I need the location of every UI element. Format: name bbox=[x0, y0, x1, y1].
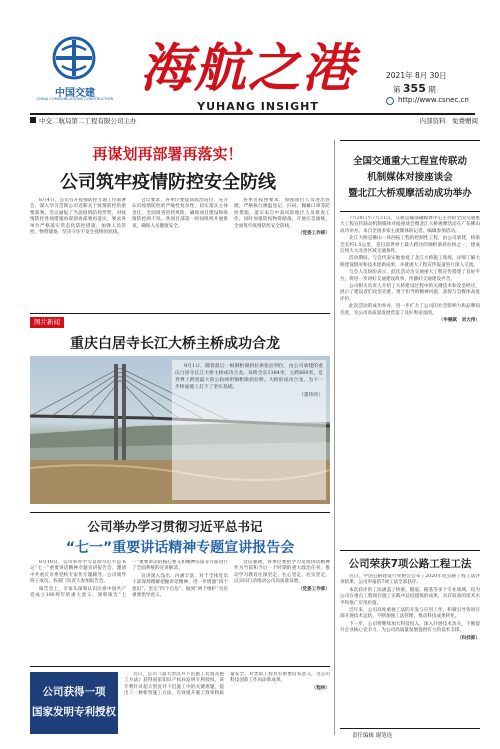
masthead-rule bbox=[30, 113, 475, 115]
study-paragraph: 报告会上，专家从深刻认识庆祝中国共产党成立100周年的重大意义、深刻领会“七一”重要讲话的核心要义和精神实质等方面进行了全面系统的宣讲解读。 bbox=[30, 560, 228, 599]
patent-headline-box bbox=[30, 672, 118, 734]
photo-byline: （董伟欣） bbox=[299, 393, 323, 398]
right-top-paragraph: 与会人员纷纷表示，此次活动为交通重大工程宣传搭建了良好平台，将进一步讲好交通建设故事，传播好交通建设声音。 bbox=[340, 270, 480, 282]
website-link[interactable]: http://www.csnec.cn bbox=[398, 96, 469, 104]
org-name-en: CHINA COMMUNICATIONS CONSTRUCTION bbox=[36, 97, 114, 101]
editor-rule bbox=[340, 728, 480, 729]
globe-icon bbox=[386, 97, 394, 105]
masthead bbox=[0, 0, 500, 125]
right-top-paragraph: 北江大桥是佛山一环西拓工程的控制性工程，由公司承建，桥梁全长约1.5公里，是目前世界上最大跨径的钢桁梁斜拉桥之一，建成后将大大改善区域交通条件。 bbox=[340, 236, 480, 255]
website-row bbox=[386, 96, 478, 106]
right-top-paragraph: 7月29日至7月31日，交通运输部融媒体中心主办的全国交通重大工程宣传联动机制媒体对接座谈会暨北江大桥观摩活动在广东佛山成功举办。来自全国多家主流媒体的记者、编辑参加活动。 bbox=[340, 216, 480, 234]
right-top-frame bbox=[340, 140, 480, 212]
sponsor: 中交二航局第二工程有限公司主办 bbox=[39, 117, 137, 125]
issue-unit: 期 bbox=[428, 85, 436, 94]
photo-caption: 9月1日，随着最后一根钢桁梁斜拉索张拉到位，由公司承建的重庆白居寺长江大桥主桥成功合龙。该桥全长1384米，主跨660米，是世界上跨度最大的公轨两用钢桁梁斜拉桥。大桥的成功合龙，为下一步桥面施工打下了坚实基础。 bbox=[175, 364, 323, 390]
right-top-paragraph: 公司相关负责人介绍了大桥建设过程中的关键技术和攻坚经历，展示了建设者们攻坚克难、勇于担当的精神风貌，获得与会媒体高度评价。 bbox=[340, 284, 480, 302]
photo-headline: 重庆白居寺长江大桥主桥成功合龙 bbox=[70, 336, 280, 352]
right-bottom-byline: （科技部） bbox=[457, 635, 480, 641]
right-top-byline: （申楠斌 刘大伟） bbox=[438, 318, 480, 324]
patent-paragraph: 近日，公司《超大型沉井下沉施工装置及施工方法》获得国家知识产权局发明专利授权。该专利针对超大型沉井下沉施工中的关键难题，提出了一种新型施工方法，有效提升施工效率和质量安全，对类似工程具有重要借鉴意义，为公司科技创新工作再添新成果。 bbox=[124, 672, 330, 697]
right-top-body bbox=[340, 216, 480, 546]
lead-body bbox=[30, 198, 330, 308]
right-top-headline-1: 全国交通重大工程宣传联动 bbox=[352, 156, 467, 167]
right-bottom-body bbox=[340, 574, 480, 724]
lead-headline: 公司筑牢疫情防控安全防线 bbox=[60, 172, 276, 193]
patent-headline-2: 国家发明专利授权 bbox=[32, 706, 116, 718]
issue-no: 355 bbox=[402, 82, 426, 95]
cccc-logo-icon bbox=[52, 36, 96, 80]
editor-credit: 责任编辑 谢笔连 bbox=[352, 733, 393, 739]
study-kicker: 公司举办学习贯彻习近平总书记 bbox=[87, 519, 263, 534]
study-paragraph: 8月10日，公司举办学习贯彻习近平总书记“七一”重要讲话精神专题宣讲报告会，邀请中共重庆市委党校专家作专题辅导。公司领导班子成员、各部门负责人参加报告会。 bbox=[30, 560, 126, 585]
issue-number bbox=[393, 82, 473, 95]
masthead-title-en: YUHANG INSIGHT bbox=[197, 100, 319, 113]
right-bottom-paragraph: 本次获评的工法涵盖了桥梁、隧道、路基等多个专业领域，均为公司在重点工程项目施工实践中总结提炼的成果，具有较高的技术水平和推广应用价值。 bbox=[340, 587, 480, 606]
section-rule bbox=[30, 313, 330, 314]
right-top-paragraph: 此次活动的成功举办，进一步扩大了公司的社会影响力和品牌知名度，为公司高质量发展营造了良好舆论氛围。 bbox=[340, 304, 480, 316]
photo-caption-box bbox=[172, 360, 326, 500]
study-paragraph: 会议强调，各单位要把学习贯彻讲话精神作为当前和今后一个时期的重大政治任务，推动学习教育往深里走、往心里走、往实里走，以实际行动推动公司高质量发展。 bbox=[234, 560, 330, 585]
issue-date: 2021年 8月 30日 bbox=[386, 71, 447, 80]
section-rule bbox=[30, 666, 330, 667]
right-bottom-paragraph: 下一步，公司将继续加大科技投入，深入开展技术攻关，不断提升企业核心竞争力，为公司高质量发展提供有力的技术支撑。 bbox=[340, 621, 480, 634]
right-top-paragraph: 活动期间，与会代表实地参观了北江大桥施工现场，详细了解大桥建设情况和技术创新成果，并就重大工程宣传报道进行深入交流。 bbox=[340, 256, 480, 268]
column-divider bbox=[334, 140, 335, 735]
distribution-note: 内部资料 免费赠阅 bbox=[419, 117, 478, 125]
right-bottom-paragraph: 近年来，公司高度重视工法的开发与应用工作，积极引导各项目部开展技术总结，不断加强工法管理，推动科技成果转化。 bbox=[340, 608, 480, 620]
patent-body bbox=[124, 672, 330, 734]
study-paragraph: 宣讲深入浅出、内涵丰富，对于全体党员干部深刻理解把握讲话精神、进一步增强“四个意识”、坚定“四个自信”、做到“两个维护”具有重要指导意义。 bbox=[132, 573, 228, 599]
patent-headline-1: 公司获得一项 bbox=[42, 686, 106, 698]
org-name-cn: 中国交建 bbox=[55, 88, 95, 99]
lead-kicker: 再谋划再部署再落实！ bbox=[92, 145, 243, 163]
square-icon bbox=[30, 117, 36, 123]
lead-paragraph: 8月4日，公司召开疫情防控专题工作部署会，深入学习贯彻公司近期关于疫情防控的重要部署。会议通报了当前疫情防控形势，对疫情防控各项措施再谋划再部署再落实，要求各单位严格落实常态化防控措施，加强人员管控、物资储备，坚决守住不发生疫情的底线。 bbox=[30, 198, 126, 236]
right-bottom-headline: 公司荣获7项公路工程工法 bbox=[348, 558, 472, 570]
lead-byline: （党委工作部） bbox=[297, 231, 330, 237]
right-top-headline-2: 机制媒体对接座谈会 bbox=[367, 172, 453, 183]
section-rule bbox=[340, 550, 480, 551]
issue-label: 第 bbox=[393, 85, 401, 94]
sponsor-row bbox=[30, 116, 230, 125]
section-rule bbox=[30, 512, 330, 513]
lead-paragraph: 各单位按照要求，加强项目人员进出管理，严格执行测温登记、扫码、佩戴口罩等防控措施，落实来自中高风险地区人员排查工作。同时加强防疫物资储备，开展应急演练，全面筑牢疫情防控安全防线。 bbox=[234, 198, 330, 229]
photo-tag: 图片新闻 bbox=[30, 317, 64, 328]
cccc-logo bbox=[52, 36, 96, 80]
patent-byline: （程林） bbox=[311, 685, 330, 691]
right-bottom-paragraph: 近日，中国公路建设行业协会公布了2020年度公路工程工法评审结果，公司申报的7项工法全部获评。 bbox=[340, 574, 480, 586]
masthead-title: 海航之港 bbox=[140, 38, 357, 99]
study-headline: “七一”重要讲话精神专题宣讲报告会 bbox=[65, 540, 295, 556]
study-byline: （党委工作部） bbox=[297, 586, 330, 592]
study-body bbox=[30, 560, 330, 660]
right-top-headline-3: 暨北江大桥观摩活动成功举办 bbox=[348, 188, 472, 199]
lead-paragraph: 会议要求，各单位要提高政治站位，充分认识疫情防控的严峻性复杂性，切实落实主体责任，全面排查管控风险，确保项目建设和疫情防控两不误。各项目部第一时间组织开展排查，确保人员健康安全。 bbox=[132, 198, 228, 229]
